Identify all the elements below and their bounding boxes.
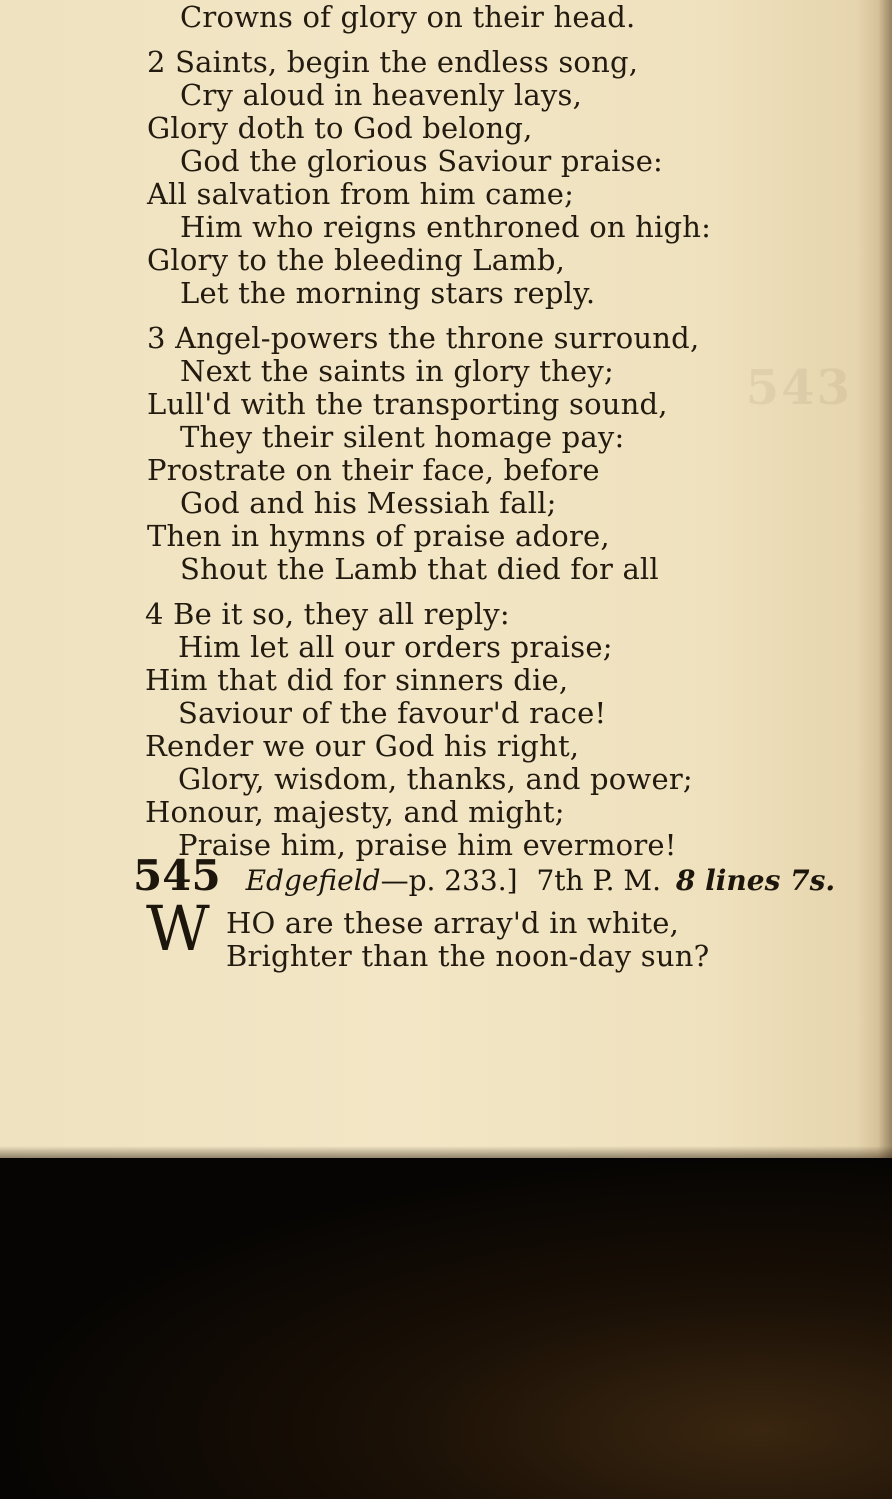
- page-spine-shadow: [878, 0, 892, 1158]
- verse-line: Saviour of the favour'd race!: [178, 696, 607, 730]
- verse-line: Glory, wisdom, thanks, and power;: [178, 762, 693, 796]
- verse-line: Him that did for sinners die,: [145, 663, 569, 697]
- verse-line: Then in hymns of praise adore,: [147, 519, 610, 553]
- verse-line: Prostrate on their face, before: [147, 453, 600, 487]
- bleed-through-text: 543: [745, 360, 852, 416]
- verse-line: Crowns of glory on their head.: [180, 0, 636, 34]
- verse-line: Lull'd with the transporting sound,: [147, 387, 668, 421]
- hymn-heading: [133, 851, 836, 901]
- verse-line: Him let all our orders praise;: [178, 630, 613, 664]
- verse-line: All salvation from him came;: [147, 177, 575, 211]
- hymn-tune: Edgefield: [245, 864, 381, 897]
- hymn-lines-label: 8 lines 7s.: [675, 864, 836, 897]
- verse-line: 3 Angel-powers the throne surround,: [147, 321, 700, 355]
- hymn-meter: 7th P. M.: [536, 864, 662, 897]
- verse-line: 2 Saints, begin the endless song,: [147, 45, 639, 79]
- verse-line: God and his Messiah fall;: [180, 486, 557, 520]
- verse-line: Honour, majesty, and might;: [145, 795, 565, 829]
- verse-line: They their silent homage pay:: [180, 420, 625, 454]
- verse-line: God the glorious Saviour praise:: [180, 144, 664, 178]
- verse-line: Brighter than the noon-day sun?: [226, 939, 710, 973]
- verse-line: Him who reigns enthroned on high:: [180, 210, 712, 244]
- verse-line: Glory doth to God belong,: [147, 111, 533, 145]
- page-bottom-edge: [0, 1146, 892, 1158]
- verse-line: Praise him, praise him evermore!: [178, 828, 677, 862]
- hymn-number: 545: [133, 851, 221, 900]
- drop-cap: W: [146, 892, 210, 965]
- hymn-page-ref: —p. 233.]: [380, 864, 518, 897]
- verse-line: HO are these array'd in white,: [226, 906, 679, 940]
- verse-line: Next the saints in glory they;: [180, 354, 614, 388]
- verse-line: Render we our God his right,: [145, 729, 580, 763]
- verse-line: Glory to the bleeding Lamb,: [147, 243, 566, 277]
- verse-line: Shout the Lamb that died for all: [180, 552, 659, 586]
- dark-background: [0, 1158, 892, 1499]
- verse-line: Let the morning stars reply.: [180, 276, 596, 310]
- verse-line: 4 Be it so, they all reply:: [145, 597, 510, 631]
- verse-line: Cry aloud in heavenly lays,: [180, 78, 582, 112]
